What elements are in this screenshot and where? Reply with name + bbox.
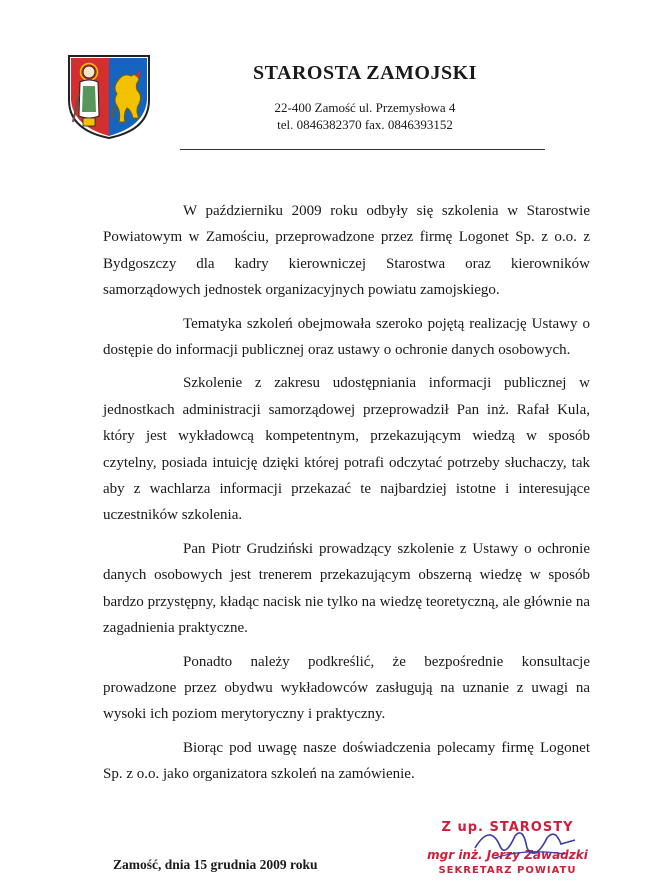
issuer-phone-fax: tel. 0846382370 fax. 0846393152 — [277, 117, 453, 132]
stamp-position: SEKRETARZ POWIATU — [438, 865, 577, 876]
paragraph-6: Biorąc pod uwagę nasze doświadczenia polecamy firmę Logonet Sp. z o.o. jako organizatora szkoleń na zamówienie. — [103, 739, 590, 783]
letter-body — [103, 198, 590, 795]
issuer-title: STAROSTA ZAMOJSKI — [253, 62, 477, 84]
handwritten-signature — [465, 818, 585, 868]
issuer-address: 22-400 Zamość ul. Przemysłowa 4 — [274, 100, 456, 115]
stamp-authority-line: Z up. STAROSTY — [441, 820, 574, 835]
coat-of-arms-icon — [65, 52, 153, 140]
paragraph-3: Szkolenie z zakresu udostępniania informacji publicznej w jednostkach administracji samorządowej przeprowadził Pan inż. Rafał Kula, który jest wykładowcą kompetentnym, przekazującym wiedzą w sposób czytelny, posiada intuicję dzięki której potrafi odczytać potrzeby słuchaczy, tak aby z wachlarza informacji przekazać te najbardziej istotne i interesujące uczestników szkolenia. — [103, 375, 590, 524]
stamp-signatory-name: mgr inż. Jerzy Zawadzki — [427, 848, 588, 862]
paragraph-5: Ponadto należy podkreślić, że bezpośrednie konsultacje prowadzone przez obydwu wykładowców zasługują na uznanie z uwagi na wysoki ich poziom merytoryczny i praktyczny. — [103, 653, 590, 723]
issuer-contact-block — [180, 99, 550, 133]
header-divider — [180, 149, 545, 150]
paragraph-4: Pan Piotr Grudziński prowadzący szkolenie z Ustawy o ochronie danych osobowych jest trenerem przekazującym obszerną wiedzę w sposób bardzo przystępny, kładąc nacisk nie tylko na wiedzę teoretyczną, ale głównie na zagadnienia praktyczne. — [103, 540, 590, 637]
paragraph-1: W październiku 2009 roku odbyły się szkolenia w Starostwie Powiatowym w Zamościu, przeprowadzone przez firmę Logonet Sp. z o.o. z Bydgoszczy dla kadry kierowniczej Starostwa oraz kierowników samorządowych jednostek organizacyjnych powiatu zamojskiego. — [103, 203, 590, 299]
paragraph-2: Tematyka szkoleń obejmowała szeroko pojętą realizację Ustawy o dostępie do informacji publicznej oraz ustawy o ochronie danych osobowych. — [103, 315, 590, 359]
place-date-line: Zamość, dnia 15 grudnia 2009 roku — [113, 857, 318, 872]
